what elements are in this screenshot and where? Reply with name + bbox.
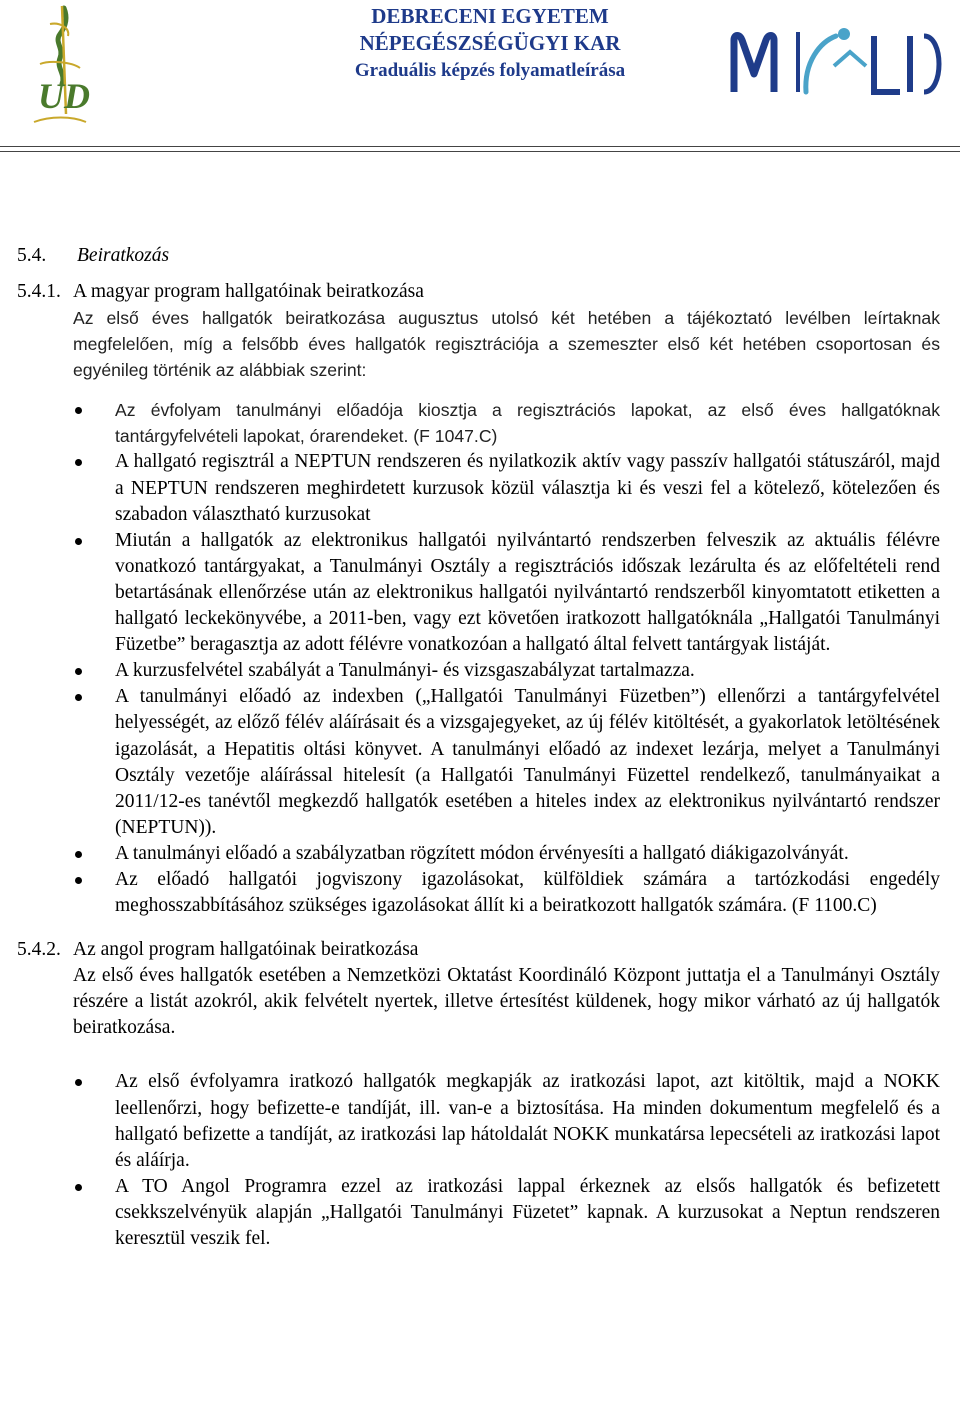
subsection-intro: Az első éves hallgatók esetében a Nemzetközi Oktatást Koordináló Központ juttatja el a Tanulmányi Osztály részére a listát azokról, akik felvételt nyertek, illetve értesítést küldenek, hogy mikor várható az új hallgatók beiratkozása. (73, 965, 940, 1039)
bullet-icon (75, 459, 82, 466)
page-header (0, 0, 960, 150)
section-title: Beiratkozás (77, 245, 170, 266)
list-item: A TO Angol Programra ezzel az iratkozási lappal érkeznek az elsős hallgatók és befizetett csekkszelvényük alapján „Hallgatói Tanulmányi Füzetet” kapnak. A kurzusokat a Neptun rendszeren keresztül veszik fel. (115, 1174, 940, 1252)
section-number: 5.4. (17, 245, 47, 266)
subsection-heading (0, 279, 960, 305)
document-type: Graduális képzés folyamatleírása (354, 60, 626, 81)
institution-heading (300, 2, 680, 86)
subsection-title: Az angol program hallgatóinak beiratkozása (73, 939, 419, 961)
bullet-icon (75, 694, 82, 701)
faculty-name: NÉPEGÉSZSÉGÜGYI KAR (359, 31, 621, 55)
bullet-icon (75, 538, 82, 545)
subsection-intro: Az első éves hallgatók beiratkozása augusztus utolsó két hetében a tájékoztató levélben leírtaknak megfelelően, míg a felsőbb éves hallgatók regisztrációja a szemeszter első két hetében csoportosan és egyénileg történik az alábbiak szerint: (73, 308, 940, 381)
list-item: Az évfolyam tanulmányi előadója kiosztja a regisztrációs lapokat, az első éves hallgatóknak tantárgyfelvételi lapokat, órarendeket. (F 1047.C) (115, 397, 940, 449)
subsection-number: 5.4.1. (17, 281, 61, 302)
bullet-icon (75, 1184, 82, 1191)
bullet-icon (75, 407, 82, 414)
bullet-icon (75, 668, 82, 675)
bullet-icon (75, 1079, 82, 1086)
list-item: A kurzusfelvétel szabályát a Tanulmányi- és vizsgaszabályzat tartalmazza. (115, 658, 940, 684)
bullet-list (0, 1069, 960, 1252)
bullet-icon (75, 877, 82, 884)
subsection-title: A magyar program hallgatóinak beiratkozása (73, 281, 424, 302)
subsection-number: 5.4.2. (17, 939, 61, 961)
section-heading (0, 240, 960, 276)
university-name: DEBRECENI EGYETEM (371, 4, 609, 28)
list-item: Miután a hallgatók az elektronikus hallgatói nyilvántartó rendszerben felveszik az aktuális félévre vonatkozó tantárgyakat, a Tanulmányi Osztály a regisztrációs időszak lezárulta és az előfeltételi rend betartásának ellenőrzése után az elektronikus hallgatói nyilvántartó rendszerből kinyomtatott etiketten a hallgató leckekönyvébe, a 2011-ben, vagy ezt követően iratkozott hallgatóknála „Hallgatói Tanulmányi Füzetbe” beragasztja az adott félévre vonatkozóan a hallgató által felvett tantárgyak listáját. (115, 528, 940, 658)
header-rule-top (0, 146, 960, 147)
bullet-list (0, 397, 960, 919)
list-item: Az első évfolyamra iratkozó hallgatók megkapják az iratkozási lapot, azt kitöltik, majd a NOKK leellenőrzi, hogy befizette-e tandíját, ill. van-e a biztosítása. Ha minden dokumentum megfelelő és a hallgató befizette a tandíját, az iratkozási lap hátoldalát NOKK munkatársa lepecsételi az iratkozási lapot és aláírja. (115, 1069, 940, 1173)
list-item: A tanulmányi előadó a szabályzatban rögzített módon érvényesíti a hallgató diákigazolványát. (115, 841, 940, 867)
list-item: Az előadó hallgatói jogviszony igazolásokat, külföldiek számára a tartózkodási engedély meghosszabbításához szükséges igazolásokat állít ki a beiratkozott hallgatók számára. (F 1100.C) (115, 867, 940, 919)
list-item: A tanulmányi előadó az indexben („Hallgatói Tanulmányi Füzetben”) ellenőrzi a tantárgyfelvétel helyességét, az előző félév aláírásait és a vizsgajegyeket, az új félév kitöltését, a gyakorlatok letöltésének igazolását, a Hepatitis oltási könyvet. A tanulmányi előadó az indexet lezárja, melyet a Tanulmányi Osztály vezetője aláírással hitelesít (a Hallgatói Tanulmányi Füzettel rendelkező, tanulmányaikat a 2011/12-es tanévtől megkezdő hallgatók esetében a hiteles index az elektronikus nyilvántartó rendszer (NEPTUN)). (115, 684, 940, 841)
header-rule-bottom (0, 151, 960, 152)
university-crest-logo (20, 4, 95, 130)
bullet-icon (75, 851, 82, 858)
faculty-logo (724, 22, 950, 102)
svg-text:UD: UD (38, 76, 90, 116)
document-body (0, 240, 960, 1252)
list-item: A hallgató regisztrál a NEPTUN rendszeren és nyilatkozik aktív vagy passzív hallgatói státuszáról, majd a NEPTUN rendszeren meghirdetett kurzusok közül választja ki és veszi fel a kötelező, kötelezően és szabadon választható kurzusokat (115, 449, 940, 527)
subsection-heading (0, 937, 960, 963)
